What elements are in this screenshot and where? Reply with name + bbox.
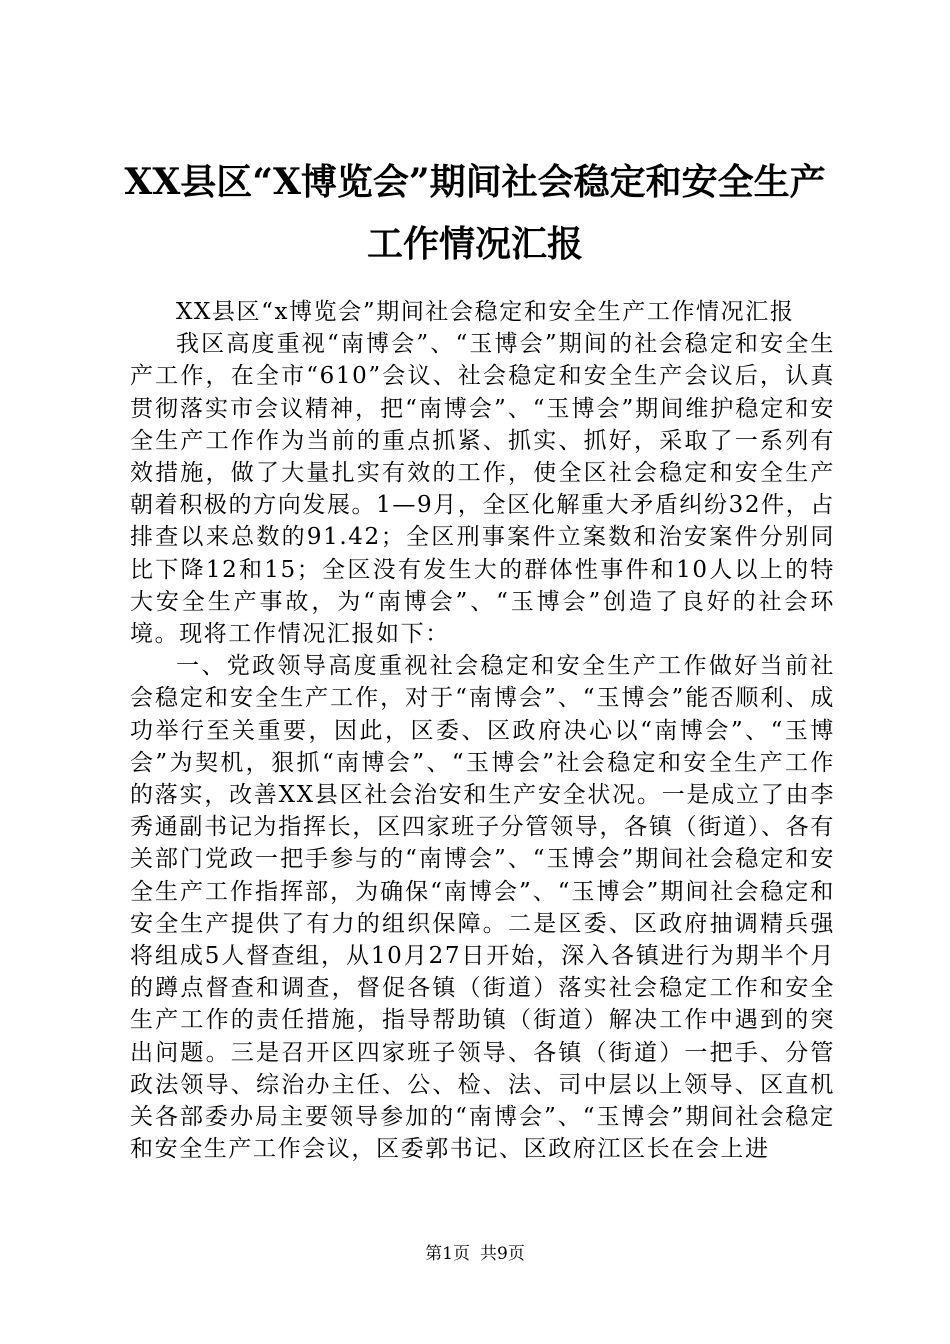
- page-total: 共9页: [480, 1244, 525, 1264]
- page-number: 第1页: [425, 1244, 470, 1264]
- document-title-line-1: XX县区“X博览会”期间社会稳定和安全生产: [124, 161, 826, 203]
- paragraph-intro: 我区高度重视“南博会”、“玉博会”期间的社会稳定和安全生产工作，在全市“610”会议、社会稳定和安全生产会议后，认真贯彻落实市会议精神，把“南博会”、“玉博会”期间维护稳定和安全生产工作作为当前的重点抓紧、抓实、抓好，采取了一系列有效措施，做了大量扎实有效的工作，使全区社会稳定和安全生产朝着积极的方向发展。1—9月，全区化解重大矛盾纠纷32件，占排查以来总数的91.42；全区刑事案件立案数和治安案件分别同比下降12和15；全区没有发生大的群体性事件和10人以上的特大安全生产事故，为“南博会”、“玉博会”创造了良好的社会环境。现将工作情况汇报如下：: [130, 331, 835, 648]
- page-footer: [0, 1244, 950, 1264]
- document-body: [130, 296, 835, 1165]
- paragraph-section-1: 一、党政领导高度重视社会稳定和安全生产工作做好当前社会稳定和安全生产工作，对于“南博会”、“玉博会”能否顺利、成功举行至关重要，因此，区委、区政府决心以“南博会”、“玉博会”为契机，狠抓“南博会”、“玉博会”社会稳定和安全生产工作的落实，改善XX县区社会治安和生产安全状况。一是成立了由李秀通副书记为指挥长，区四家班子分管领导，各镇（街道）、各有关部门党政一把手参与的“南博会”、“玉博会”期间社会稳定和安全生产工作指挥部，为确保“南博会”、“玉博会”期间社会稳定和安全生产提供了有力的组织保障。二是区委、区政府抽调精兵强将组成5人督查组，从10月27日开始，深入各镇进行为期半个月的蹲点督查和调查，督促各镇（街道）落实社会稳定工作和安全生产工作的责任措施，指导帮助镇（街道）解决工作中遇到的突出问题。三是召开区四家班子领导、各镇（街道）一把手、分管政法领导、综治办主任、公、检、法、司中层以上领导、区直机关各部委办局主要领导参加的“南博会”、“玉博会”期间社会稳定和安全生产工作会议，区委郭书记、区政府江区长在会上进: [130, 653, 835, 1163]
- paragraph-subtitle: XX县区“x博览会”期间社会稳定和安全生产工作情况汇报: [176, 299, 795, 325]
- document-title-line-2: 工作情况汇报: [366, 223, 583, 265]
